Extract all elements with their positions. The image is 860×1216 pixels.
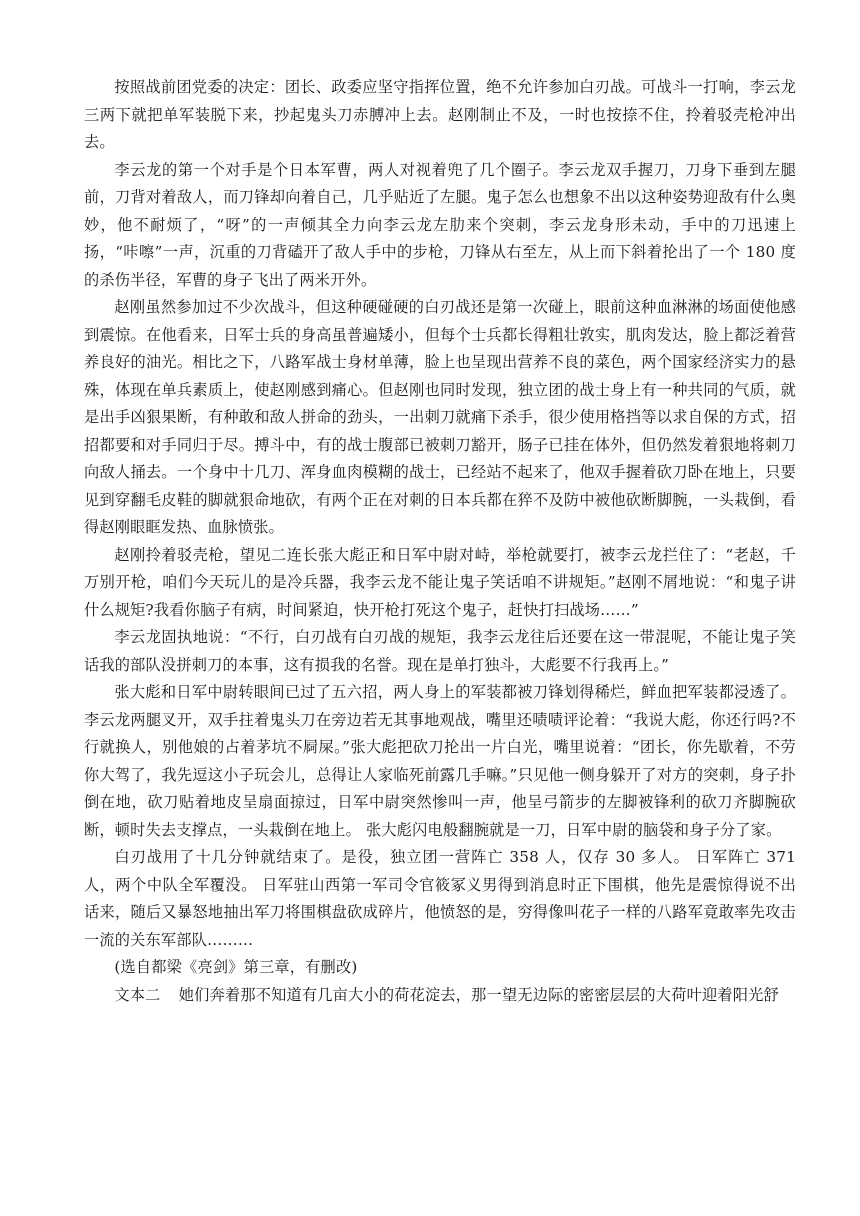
document-page: [84, 74, 796, 1009]
paragraph-7: 白刃战用了十几分钟就结束了。是役，独立团一营阵亡 358 人，仅存 30 多人。 日军阵亡 371 人，两个中队全军覆没。 日军驻山西第一军司令官筱冢义男得到消息时正下围棋，他先是震惊得说不出话来，随后又暴怒地抽出军刀将围棋盘砍成碎片，他愤怒的是，穷得像叫花子一样的八路军竟敢率先攻击一流的关东军部队………: [84, 848, 796, 949]
text-two-label: 文本二: [114, 985, 161, 1004]
paragraph-2: 李云龙的第一个对手是个日本军曹，两人对视着兜了几个圈子。李云龙双手握刀，刀身下垂到左腿前，刀背对着敌人，而刀锋却向着自己，几乎贴近了左腿。鬼子怎么也想象不出以这种姿势迎敌有什么奥妙，他不耐烦了，“呀”的一声倾其全力向李云龙左肋来个突刺，李云龙身形未动，手中的刀迅速上扬，“咔嚓”一声，沉重的刀背磕开了敌人手中的步枪，刀锋从右至左，从上而下斜着抡出了一个 180 度的杀伤半径，军曹的身子飞出了两米开外。: [84, 160, 796, 289]
text-two-paragraph: [84, 982, 796, 1010]
paragraph-5: 李云龙固执地说：“不行，白刃战有白刃战的规矩，我李云龙往后还要在这一带混呢，不能让鬼子笑话我的部队没拼刺刀的本事，这有损我的名誉。现在是单打独斗，大彪要不行我再上。”: [84, 628, 796, 674]
paragraph-6: 张大彪和日军中尉转眼间已过了五六招，两人身上的军装都被刀锋划得稀烂，鲜血把军装都浸透了。李云龙两腿叉开，双手拄着鬼头刀在旁边若无其事地观战，嘴里还啧啧评论着：“我说大彪，你还行吗?不行就换人，别他娘的占着茅坑不屙屎。”张大彪把砍刀抡出一片白光，嘴里说着：“团长，你先歇着，不劳你大驾了，我先逗这小子玩会儿，总得让人家临死前露几手嘛。”只见他一侧身躲开了对方的突刺，身子扑倒在地，砍刀贴着地皮呈扇面掠过，日军中尉突然惨叫一声，他呈弓箭步的左脚被锋利的砍刀齐脚腕砍断，顿时失去支撑点，一头栽倒在地上。 张大彪闪电般翻腕就是一刀，日军中尉的脑袋和身子分了家。: [84, 683, 796, 839]
paragraph-4: 赵刚拎着驳壳枪，望见二连长张大彪正和日军中尉对峙，举枪就要打，被李云龙拦住了：“老赵，千万别开枪，咱们今天玩儿的是冷兵器，我李云龙不能让鬼子笑话咱不讲规矩。”赵刚不屑地说：“和鬼子讲什么规矩?我看你脑子有病，时间紧迫，快开枪打死这个鬼子，赶快打扫战场……”: [84, 545, 796, 619]
source-citation: (选自都梁《亮剑》第三章，有删改): [114, 958, 358, 976]
paragraph-1: 按照战前团党委的决定：团长、政委应坚守指挥位置，绝不允许参加白刃战。可战斗一打响，李云龙三两下就把单军装脱下来，抄起鬼头刀赤膊冲上去。赵刚制止不及，一时也按捺不住，拎着驳壳枪冲出去。: [84, 78, 796, 151]
paragraph-3: 赵刚虽然参加过不少次战斗，但这种硬碰硬的白刃战还是第一次碰上，眼前这种血淋淋的场面使他感到震惊。在他看来，日军士兵的身高虽普遍矮小，但每个士兵都长得粗壮敦实，肌肉发达，脸上都泛着营养良好的油光。相比之下，八路军战士身材单薄，脸上也呈现出营养不良的菜色，两个国家经济实力的悬殊，体现在单兵素质上，使赵刚感到痛心。但赵刚也同时发现，独立团的战士身上有一种共同的气质，就是出手凶狠果断，有种敢和敌人拼命的劲头，一出刺刀就痛下杀手，很少使用格挡等以求自保的方式，招招都要和对手同归于尽。搏斗中，有的战士腹部已被刺刀豁开，肠子已挂在体外，但仍然发着狠地将刺刀向敌人捅去。一个身中十几刀、浑身血肉模糊的战士，已经站不起来了，他双手握着砍刀卧在地上，只要见到穿翻毛皮鞋的脚就狠命地砍，有两个正在对刺的日本兵都在猝不及防中被他砍断脚腕，一头栽倒，看得赵刚眼眶发热、血脉愤张。: [84, 298, 796, 536]
text-two-body: 她们奔着那不知道有几亩大小的荷花淀去，那一望无边际的密密层层的大荷叶迎着阳光舒: [178, 985, 779, 1004]
